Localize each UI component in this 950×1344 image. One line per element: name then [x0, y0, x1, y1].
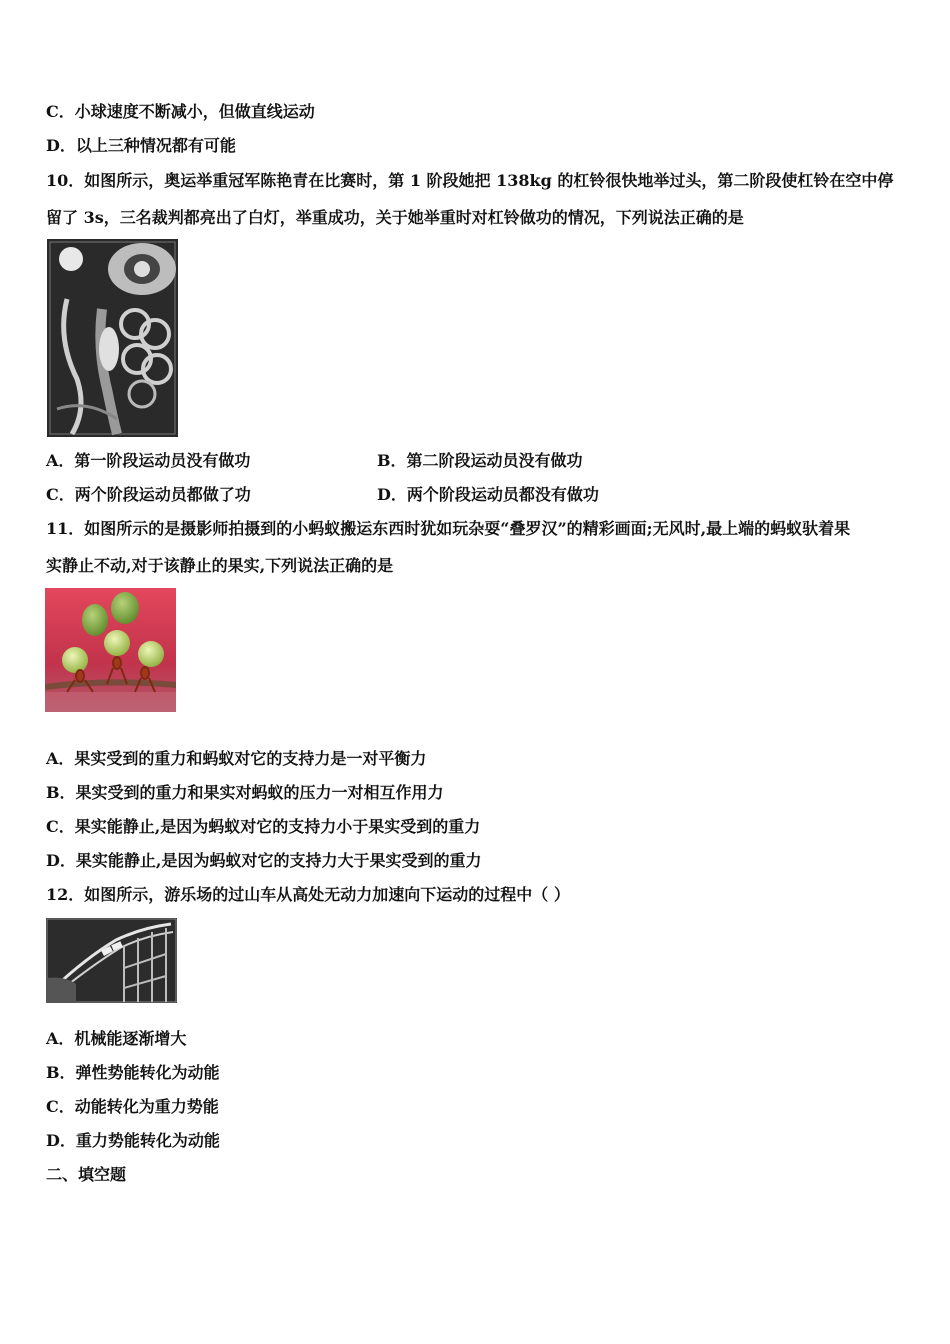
option-9c: C．小球速度不断减小，但做直线运动 — [46, 102, 315, 121]
question-12-stem: 12．如图所示，游乐场的过山车从高处无动力加速向下运动的过程中（ ） — [46, 885, 570, 904]
option-10b: B．第二阶段运动员没有做功 — [377, 451, 583, 470]
option-12b: B．弹性势能转化为动能 — [46, 1063, 220, 1082]
option-11b: B．果实受到的重力和果实对蚂蚁的压力一对相互作用力 — [46, 783, 444, 802]
option-11a: A．果实受到的重力和蚂蚁对它的支持力是一对平衡力 — [46, 749, 427, 768]
section-heading: 二、填空题 — [46, 1165, 127, 1184]
question-11-stem-line1: 11．如图所示的是摄影师拍摄到的小蚂蚁搬运东西时犹如玩杂耍“叠罗汉”的精彩画面;无风时,最上端的蚂蚁驮着果 — [46, 519, 851, 538]
option-10d: D．两个阶段运动员都没有做功 — [377, 485, 599, 504]
question-10-stem-line1: 10．如图所示，奥运举重冠军陈艳青在比赛时，第 1 阶段她把 138kg 的杠铃很快地举过头，第二阶段使杠铃在空中停 — [46, 171, 894, 190]
question-10-stem-line2: 留了 3s，三名裁判都亮出了白灯，举重成功，关于她举重时对杠铃做功的情况，下列说法正确的是 — [46, 208, 744, 227]
option-12c: C．动能转化为重力势能 — [46, 1097, 219, 1116]
option-10c: C．两个阶段运动员都做了功 — [46, 485, 251, 504]
question-11-stem-line2: 实静止不动,对于该静止的果实,下列说法正确的是 — [46, 556, 394, 575]
rollercoaster-photo — [46, 918, 177, 1003]
option-10a: A．第一阶段运动员没有做功 — [46, 451, 251, 470]
option-11d: D．果实能静止,是因为蚂蚁对它的支持力大于果实受到的重力 — [46, 851, 482, 870]
weightlifter-photo — [47, 239, 178, 437]
option-9d: D．以上三种情况都有可能 — [46, 136, 236, 155]
option-11c: C．果实能静止,是因为蚂蚁对它的支持力小于果实受到的重力 — [46, 817, 481, 836]
ants-photo — [45, 588, 176, 712]
option-12d: D．重力势能转化为动能 — [46, 1131, 220, 1150]
option-12a: A．机械能逐渐增大 — [46, 1029, 187, 1048]
